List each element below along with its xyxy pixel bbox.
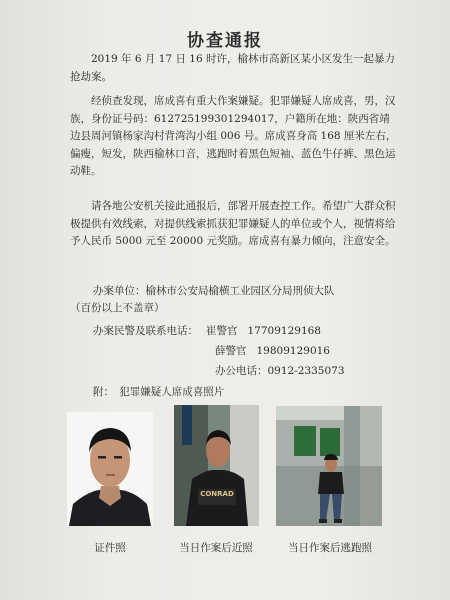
case-unit-label: 办案单位： bbox=[93, 285, 146, 297]
id-photo bbox=[67, 412, 153, 526]
escape-photo bbox=[276, 406, 382, 526]
officer1-phone: 17709129168 bbox=[247, 325, 321, 337]
office-phone-line bbox=[215, 363, 345, 380]
office-phone-label: 办公电话： bbox=[215, 365, 268, 377]
photo-caption-closeup: 当日作案后近照 bbox=[179, 542, 253, 554]
contact-line-1 bbox=[93, 323, 321, 340]
id-photo-portrait bbox=[67, 412, 153, 526]
copies-note: （百份以上不盖章） bbox=[70, 302, 165, 314]
attachment-line: 附： 犯罪嫌疑人席成喜照片 bbox=[93, 386, 225, 398]
case-unit-line bbox=[93, 283, 335, 300]
case-summary-paragraph: 2019 年 6 月 17 日 16 时许，榆林市高新区某小区发生一起暴力抢劫案。 bbox=[70, 53, 395, 83]
photo-caption-escape: 当日作案后逃跑照 bbox=[288, 542, 372, 554]
contact-label: 办案民警及联系电话： bbox=[93, 325, 198, 337]
contact-line-2 bbox=[215, 343, 330, 360]
officer1-name: 崔警官 bbox=[206, 325, 238, 337]
officer2-phone: 19809129016 bbox=[256, 345, 330, 357]
photo-caption-id: 证件照 bbox=[94, 542, 126, 554]
shirt-print: CONRAD bbox=[200, 490, 234, 498]
escape-photo-scene bbox=[276, 406, 382, 526]
office-phone-number: 0912-2335073 bbox=[267, 365, 345, 377]
closeup-photo-scene bbox=[174, 405, 259, 526]
appeal-paragraph: 请各地公安机关接此通报后，部署开展查控工作。希望广大群众积极提供有效线索，对提供线索抓获犯罪嫌疑人的单位或个人，视情将给予人民币 5000 元至 20000 元奖励。席成喜有暴力倾向，注意安全。 bbox=[70, 200, 396, 247]
officer2-name: 薛警官 bbox=[215, 345, 247, 357]
notice-title: 协查通报 bbox=[187, 31, 263, 51]
suspect-description-paragraph: 经侦查发现，席成喜有重大作案嫌疑。犯罪嫌疑人席成喜，男，汉族，身份证号码：612725199301294017，户籍所在地：陕西省靖边县周河镇杨家沟村背湾沟小组 006 号。席成喜身高 168 厘米左右，偏瘦，短发，陕西榆林口音，逃跑时着黑色短袖、蓝色牛仔裤、黑色运动鞋。 bbox=[70, 95, 397, 177]
case-unit-name: 榆林市公安局榆横工业园区分局刑侦大队 bbox=[145, 285, 335, 297]
closeup-photo bbox=[174, 405, 259, 526]
